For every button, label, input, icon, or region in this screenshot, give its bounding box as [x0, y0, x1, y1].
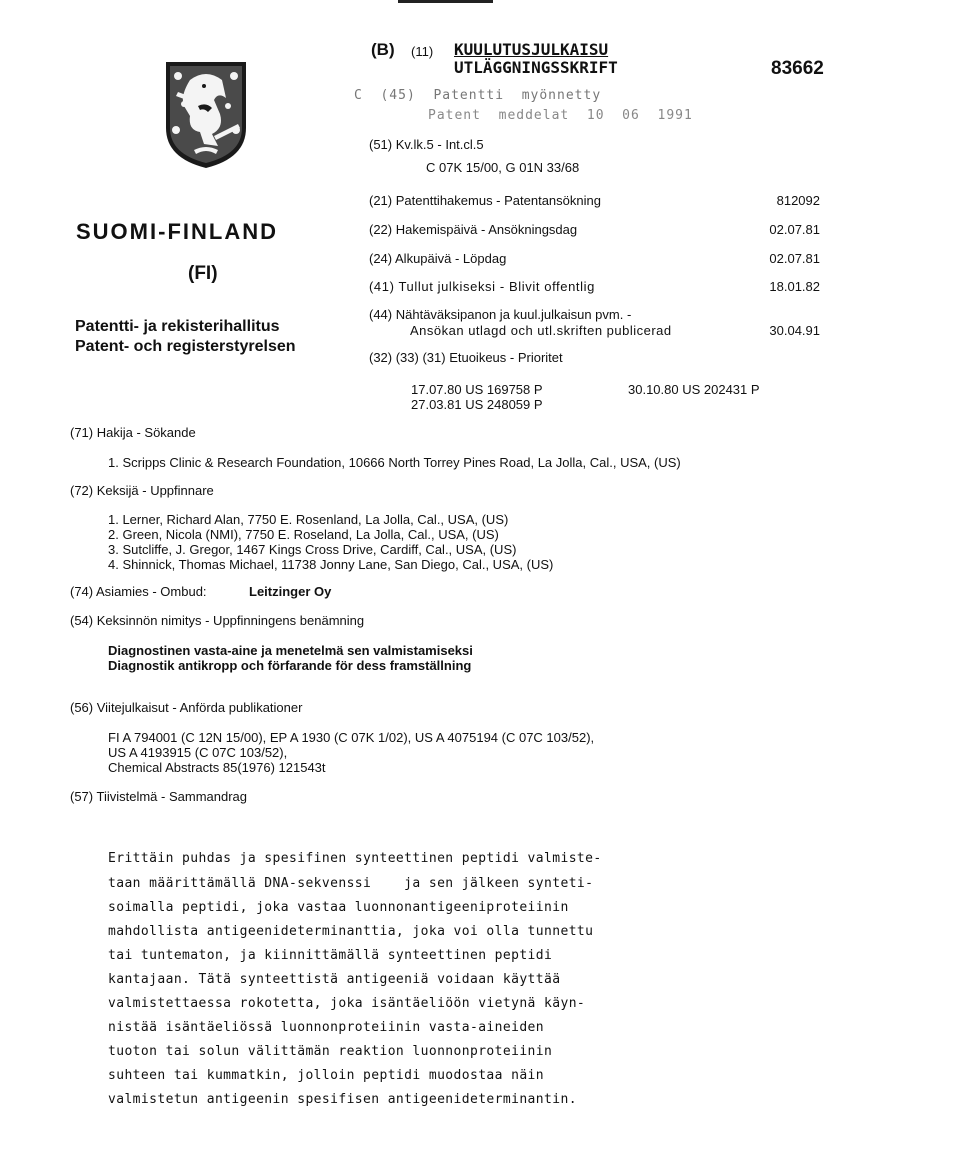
abstract-line: nistää isäntäeliössä luonnonproteiinin vasta-aineiden — [108, 1020, 545, 1035]
publication-type-code: (B) — [371, 40, 395, 59]
inventor-1: 1. Lerner, Richard Alan, 7750 E. Rosenland, La Jolla, Cal., USA, (US) — [108, 512, 509, 527]
publication-title-sv: UTLÄGGNINGSSKRIFT — [454, 58, 618, 77]
priority-label: (32) (33) (31) Etuoikeus - Prioritet — [369, 350, 563, 365]
citation-1: FI A 794001 (C 12N 15/00), EP A 1930 (C 07K 1/02), US A 4075194 (C 07C 103/52), — [108, 730, 595, 745]
priority-1: 17.07.80 US 169758 P — [411, 382, 543, 397]
abstract-label: (57) Tiivistelmä - Sammandrag — [70, 789, 247, 804]
grant-stamp-line-1: C (45) Patentti myönnetty — [354, 88, 602, 103]
abstract-line: tai tuntematon, ja kiinnittämällä synteettinen peptidi — [108, 948, 553, 963]
inventors-label: (72) Keksijä - Uppfinnare — [70, 483, 214, 498]
title-label: (54) Keksinnön nimitys - Uppfinningens benämning — [70, 613, 365, 628]
exhibition-date: 30.04.91 — [769, 323, 820, 338]
abstract-line: suhteen tai kummatkin, jolloin peptidi muodostaa näin — [108, 1068, 545, 1083]
abstract-line: soimalla peptidi, joka vastaa luonnonantigeeniproteiinin — [108, 900, 569, 915]
inid-11: (11) — [411, 44, 434, 59]
title-sv: Diagnostik antikropp och förfarande för dess framställning — [108, 658, 472, 673]
abstract-line: kantajaan. Tätä synteettistä antigeeniä voidaan käyttää — [108, 972, 561, 987]
classification-value: C 07K 15/00, G 01N 33/68 — [426, 160, 580, 175]
citations-label: (56) Viitejulkaisut - Anförda publikationer — [70, 700, 303, 715]
country-name: SUOMI-FINLAND — [76, 219, 278, 244]
finland-coat-of-arms-icon — [160, 58, 252, 170]
priority-2: 30.10.80 US 202431 P — [628, 382, 760, 397]
abstract-line: taan määrittämällä DNA-sekvenssi ja sen jälkeen synteti- — [108, 876, 594, 891]
priority-3: 27.03.81 US 248059 P — [411, 397, 543, 412]
publication-number: 83662 — [771, 58, 824, 79]
country-code: (FI) — [188, 263, 218, 284]
citation-2: US A 4193915 (C 07C 103/52), — [108, 745, 288, 760]
applicant-label: (71) Hakija - Sökande — [70, 425, 196, 440]
agent-label: (74) Asiamies - Ombud: — [70, 584, 207, 599]
application-number-label: (21) Patenttihakemus - Patentansökning — [369, 193, 601, 208]
filing-date: 02.07.81 — [769, 222, 820, 237]
inventor-3: 3. Sutcliffe, J. Gregor, 1467 Kings Cross Drive, Cardiff, Cal., USA, (US) — [108, 542, 517, 557]
public-date-label: (41) Tullut julkiseksi - Blivit offentlig — [369, 279, 595, 294]
application-number: 812092 — [776, 193, 820, 208]
agent-value: Leitzinger Oy — [249, 584, 332, 599]
publication-title-fi: KUULUTUSJULKAISU — [454, 40, 609, 59]
exhibition-date-label-fi: (44) Nähtäväksipanon ja kuul.julkaisun pvm. - — [369, 307, 632, 322]
inventor-2: 2. Green, Nicola (NMI), 7750 E. Roseland, La Jolla, Cal., USA, (US) — [108, 527, 499, 542]
abstract-line: Erittäin puhdas ja spesifinen synteettinen peptidi valmiste- — [108, 851, 602, 866]
public-date: 18.01.82 — [769, 279, 820, 294]
filing-date-label: (22) Hakemispäivä - Ansökningsdag — [369, 222, 578, 237]
exhibition-date-label-sv: Ansökan utlagd och utl.skriften publicerad — [410, 323, 672, 338]
top-rule — [398, 0, 493, 3]
abstract-line: tuoton tai solun välittämän reaktion luonnonproteiinin — [108, 1044, 553, 1059]
citation-3: Chemical Abstracts 85(1976) 121543t — [108, 760, 326, 775]
abstract-line: mahdollista antigeenideterminanttia, joka voi olla tunnettu — [108, 924, 594, 939]
title-fi: Diagnostinen vasta-aine ja menetelmä sen valmistamiseksi — [108, 643, 473, 658]
effective-date-label: (24) Alkupäivä - Löpdag — [369, 251, 507, 266]
abstract-line: valmistettaessa rokotetta, joka isäntäeliöön vietynä käyn- — [108, 996, 586, 1011]
office-name-fi: Patentti- ja rekisterihallitus — [75, 318, 280, 335]
applicant-value: 1. Scripps Clinic & Research Foundation, 10666 North Torrey Pines Road, La Jolla, Cal., USA, (US) — [108, 455, 681, 470]
inventor-4: 4. Shinnick, Thomas Michael, 11738 Jonny Lane, San Diego, Cal., USA, (US) — [108, 557, 554, 572]
office-name-sv: Patent- och registerstyrelsen — [75, 338, 296, 355]
abstract-line: valmistetun antigeenin spesifisen antigeenideterminantin. — [108, 1092, 577, 1107]
classification-label: (51) Kv.lk.5 - Int.cl.5 — [369, 137, 484, 152]
effective-date: 02.07.81 — [769, 251, 820, 266]
grant-stamp-line-2: Patent meddelat 10 06 1991 — [428, 108, 693, 123]
